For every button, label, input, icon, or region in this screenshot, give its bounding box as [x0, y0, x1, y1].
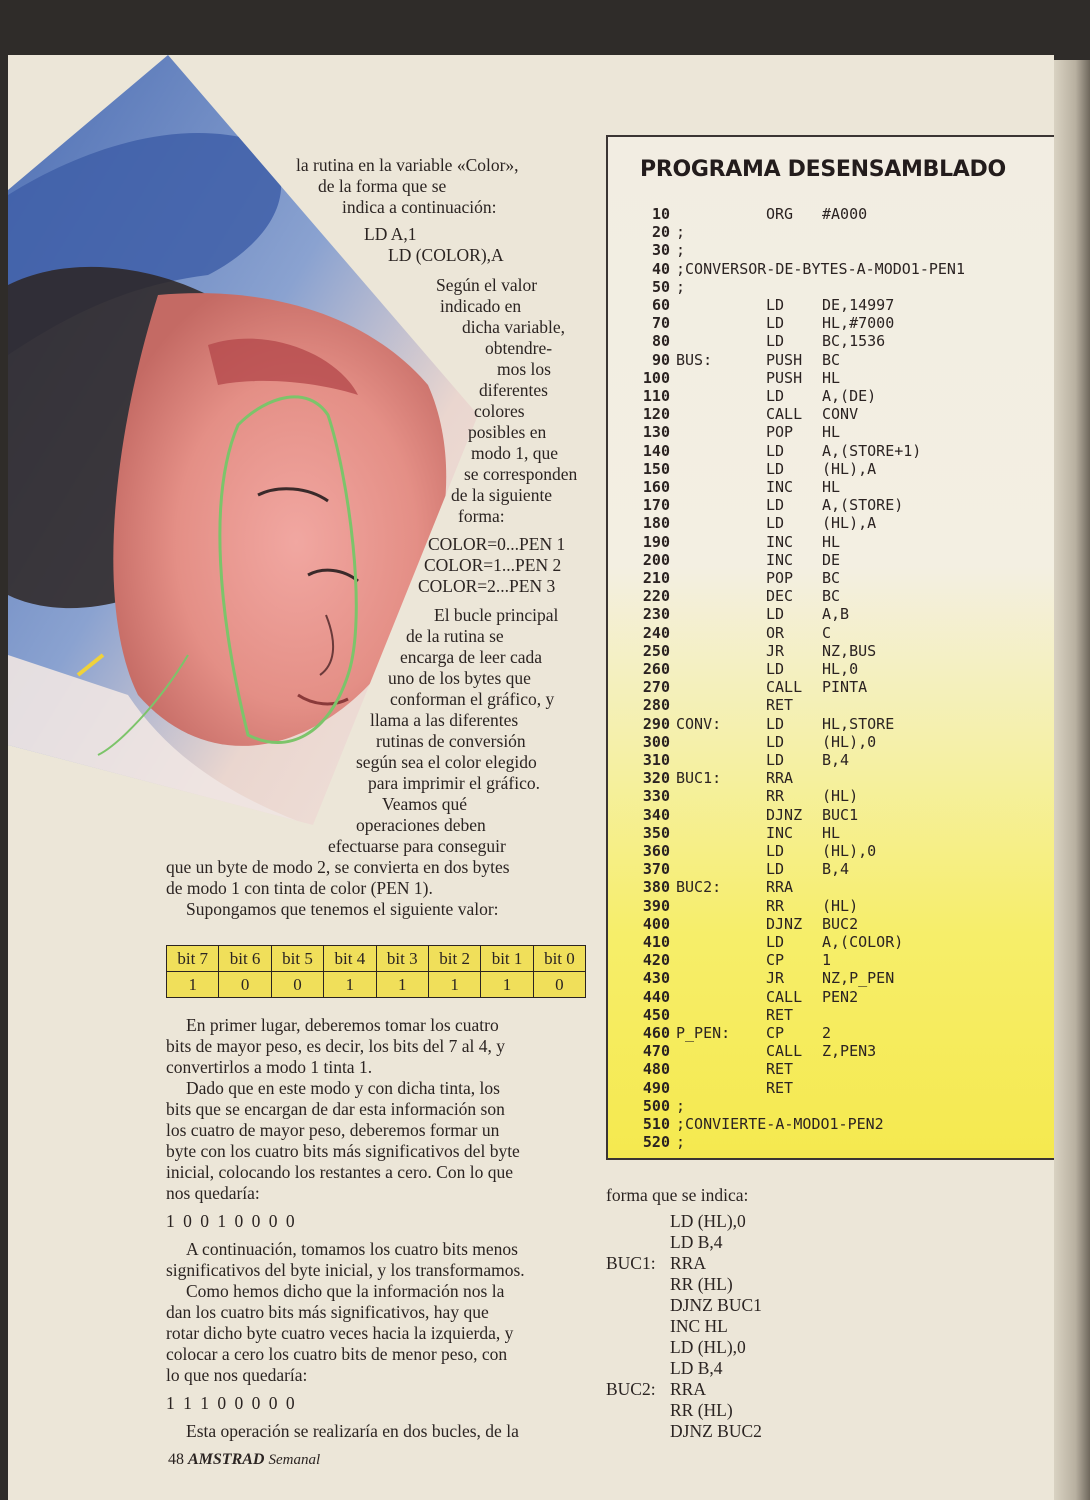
- line-opcode: LD: [766, 514, 785, 533]
- listing-line: [608, 624, 1058, 642]
- line-number: 10: [651, 205, 670, 223]
- right-code-line: LD B,4: [670, 1358, 723, 1378]
- listing-line: [608, 460, 1058, 478]
- listing-line: [608, 569, 1058, 587]
- right-code-label: BUC2:: [606, 1379, 656, 1399]
- listing-line: [608, 405, 1058, 423]
- listing-line: [608, 696, 1058, 714]
- line-opcode: POP: [766, 423, 794, 442]
- para-line: byte con los cuatro bits más significativos del byte: [166, 1141, 520, 1161]
- line-number: 430: [642, 969, 670, 988]
- line-number: 490: [642, 1078, 670, 1097]
- bit-header-cell: bit 7: [167, 946, 219, 972]
- line-number: 80: [651, 332, 670, 351]
- line-opcode: INC: [766, 532, 794, 551]
- loop-line: encarga de leer cada: [400, 647, 542, 667]
- line-number: 280: [642, 696, 670, 715]
- magazine-page: [8, 55, 1054, 1500]
- para-line: bits de mayor peso, es decir, los bits del 7 al 4, y: [166, 1036, 506, 1056]
- listing-line: [608, 1042, 1058, 1060]
- line-operand: HL: [822, 532, 841, 551]
- listing-line: [608, 442, 1058, 460]
- line-opcode: RRA: [766, 769, 794, 788]
- para-line: nos quedaría:: [166, 1183, 260, 1203]
- listing-line: [608, 587, 1058, 605]
- line-opcode: LD: [766, 842, 785, 860]
- line-opcode: PUSH: [766, 350, 803, 369]
- listing-line: [608, 241, 1058, 259]
- line-comment: ;: [676, 1096, 686, 1115]
- para-line: los cuatro de mayor peso, deberemos formar un: [166, 1120, 500, 1140]
- listing-line: [608, 933, 1058, 951]
- listing-line: [608, 715, 1058, 733]
- para-line: Dado que en este modo y con dicha tinta, los: [186, 1078, 500, 1098]
- wrap-line: mos los: [497, 359, 551, 379]
- line-number: 320: [642, 769, 670, 788]
- line-number: 60: [651, 296, 670, 314]
- line-label: BUS:: [676, 350, 713, 369]
- bit-header-cell: bit 3: [376, 946, 428, 972]
- line-opcode: DJNZ: [766, 914, 803, 933]
- line-operand: HL: [822, 368, 841, 387]
- line-number: 90: [651, 350, 670, 369]
- line-opcode: LD: [766, 714, 785, 733]
- line-opcode: LD: [766, 496, 785, 515]
- line-number: 50: [651, 277, 670, 296]
- line-number: 340: [642, 805, 670, 824]
- bit-header-cell: bit 5: [271, 946, 323, 972]
- line-opcode: LD: [766, 933, 785, 951]
- line-operand: (HL),0: [822, 732, 877, 751]
- line-opcode: CALL: [766, 405, 803, 424]
- listing-line: [608, 551, 1058, 569]
- code-line: LD A,1: [364, 224, 417, 244]
- line-number: 480: [642, 1060, 670, 1079]
- line-operand: (HL): [822, 896, 859, 915]
- line-opcode: LD: [766, 332, 785, 351]
- listing-line: [608, 787, 1058, 805]
- line-number: 360: [642, 842, 670, 860]
- line-operand: (HL),A: [822, 459, 877, 478]
- listing-line: [608, 1079, 1058, 1097]
- line-comment: ;: [676, 277, 686, 296]
- line-operand: HL: [822, 823, 841, 842]
- line-operand: BC: [822, 350, 841, 369]
- line-opcode: RR: [766, 787, 785, 806]
- bit-value-cell: 0: [271, 972, 323, 998]
- wrap-line: se corresponden: [464, 464, 578, 484]
- line-opcode: RET: [766, 696, 794, 715]
- line-opcode: RET: [766, 1078, 794, 1097]
- line-number: 350: [642, 823, 670, 842]
- line-opcode: LD: [766, 314, 785, 333]
- line-comment: ;: [676, 223, 686, 242]
- bit-value-cell: 1: [376, 972, 428, 998]
- line-operand: 2: [822, 1024, 832, 1042]
- right-code-line: RR (HL): [670, 1400, 733, 1420]
- listing-line: [608, 733, 1058, 751]
- line-label: P_PEN:: [676, 1024, 731, 1042]
- loop-line: que un byte de modo 2, se convierta en dos bytes: [166, 857, 510, 877]
- listing-line: [608, 1097, 1058, 1115]
- right-code-line: RR (HL): [670, 1274, 733, 1294]
- para-line: significativos del byte inicial, y los transformamos.: [166, 1260, 525, 1280]
- line-number: 20: [651, 223, 670, 242]
- bits-result: 1 1 1 0 0 0 0 0: [166, 1393, 295, 1413]
- wrap-line: Según el valor: [436, 275, 538, 295]
- line-number: 180: [642, 514, 670, 533]
- page-footer: [168, 1451, 320, 1469]
- line-opcode: PUSH: [766, 368, 803, 387]
- line-opcode: LD: [766, 387, 785, 405]
- line-label: BUC2:: [676, 878, 722, 897]
- line-operand: PEN2: [822, 987, 859, 1006]
- line-operand: HL,STORE: [822, 714, 895, 733]
- listing-line: [608, 605, 1058, 623]
- para-line: rotar dicho byte cuatro veces hacia la izquierda, y: [166, 1323, 514, 1343]
- line-number: 450: [642, 1005, 670, 1024]
- line-number: 270: [642, 678, 670, 697]
- line-number: 110: [642, 387, 670, 405]
- line-opcode: CALL: [766, 1042, 803, 1061]
- line-opcode: POP: [766, 569, 794, 587]
- line-opcode: CALL: [766, 987, 803, 1006]
- listing-line: [608, 642, 1058, 660]
- line-number: 70: [651, 314, 670, 333]
- line-opcode: RET: [766, 1060, 794, 1079]
- loop-line: de la rutina se: [406, 626, 504, 646]
- listing-line: [608, 1133, 1058, 1151]
- listing-line: [608, 988, 1058, 1006]
- loop-line: para imprimir el gráfico.: [368, 773, 541, 793]
- line-opcode: LD: [766, 732, 785, 751]
- listing-line: [608, 951, 1058, 969]
- wrap-line: indicado en: [440, 296, 522, 316]
- listing-line: [608, 678, 1058, 696]
- bit-value-cell: 1: [324, 972, 376, 998]
- line-number: 260: [642, 660, 670, 678]
- right-code-line: DJNZ BUC2: [670, 1421, 762, 1441]
- magazine-name: AMSTRAD: [188, 1451, 265, 1468]
- line-number: 30: [651, 241, 670, 260]
- listing-line: [608, 769, 1058, 787]
- listing-line: [608, 533, 1058, 551]
- listing-line: [608, 478, 1058, 496]
- line-operand: DE,14997: [822, 296, 895, 314]
- para-line: Como hemos dicho que la información nos la: [186, 1281, 505, 1301]
- line-opcode: DJNZ: [766, 805, 803, 824]
- line-number: 460: [642, 1024, 670, 1042]
- wrap-line: modo 1, que: [471, 443, 559, 463]
- line-opcode: RRA: [766, 878, 794, 897]
- bit-table: [166, 945, 586, 998]
- line-number: 510: [642, 1115, 670, 1133]
- line-opcode: CP: [766, 951, 785, 970]
- wrap-line: dicha variable,: [462, 317, 566, 337]
- line-comment: ;: [676, 241, 686, 260]
- line-operand: A,(STORE+1): [822, 441, 922, 460]
- line-number: 150: [642, 459, 670, 478]
- loop-line: uno de los bytes que: [388, 668, 531, 688]
- line-comment: ;CONVIERTE-A-MODO1-PEN2: [676, 1115, 884, 1133]
- line-number: 250: [642, 641, 670, 660]
- listing-line: [608, 351, 1058, 369]
- line-operand: 1: [822, 951, 832, 970]
- line-operand: A,B: [822, 605, 850, 624]
- listing-line: [608, 423, 1058, 441]
- line-number: 520: [642, 1133, 670, 1152]
- line-comment: ;: [676, 1133, 686, 1152]
- loop-line: llama a las diferentes: [370, 710, 519, 730]
- line-operand: HL,0: [822, 660, 859, 678]
- bit-table-header-row: [167, 946, 586, 972]
- line-operand: B,4: [822, 751, 850, 769]
- line-number: 190: [642, 532, 670, 551]
- bits-result: 1 0 0 1 0 0 0 0: [166, 1211, 295, 1231]
- listing-line: [608, 824, 1058, 842]
- listing-line: [608, 223, 1058, 241]
- loop-line: El bucle principal: [434, 605, 559, 625]
- line-label: CONV:: [676, 714, 722, 733]
- para-line: lo que nos quedaría:: [166, 1365, 308, 1385]
- listing-line: [608, 314, 1058, 332]
- bit-header-cell: bit 1: [481, 946, 533, 972]
- line-opcode: INC: [766, 823, 794, 842]
- color-map-line: COLOR=2...PEN 3: [418, 576, 556, 596]
- line-operand: DE: [822, 550, 841, 569]
- line-operand: CONV: [822, 405, 859, 424]
- line-opcode: INC: [766, 478, 794, 496]
- right-code-line: RRA: [670, 1253, 706, 1273]
- bit-header-cell: bit 0: [533, 946, 585, 972]
- line-operand: NZ,BUS: [822, 641, 877, 660]
- right-intro: forma que se indica:: [606, 1185, 749, 1205]
- loop-line: conforman el gráfico, y: [390, 689, 555, 709]
- listing-line: [608, 278, 1058, 296]
- bit-value-cell: 0: [219, 972, 271, 998]
- listing-line: [608, 496, 1058, 514]
- line-opcode: DEC: [766, 587, 794, 606]
- line-operand: BC: [822, 569, 841, 587]
- listing-line: [608, 260, 1058, 278]
- line-number: 140: [642, 441, 670, 460]
- line-operand: BC: [822, 587, 841, 606]
- bit-table-value-row: [167, 972, 586, 998]
- listing-line: [608, 969, 1058, 987]
- line-opcode: JR: [766, 641, 785, 660]
- line-number: 310: [642, 751, 670, 769]
- listing-line: [608, 878, 1058, 896]
- line-number: 500: [642, 1096, 670, 1115]
- line-number: 120: [642, 405, 670, 424]
- para-line: Esta operación se realizaría en dos bucles, de la: [186, 1421, 519, 1441]
- line-opcode: RET: [766, 1005, 794, 1024]
- listing-line: [608, 1060, 1058, 1078]
- line-number: 160: [642, 478, 670, 496]
- line-number: 170: [642, 496, 670, 515]
- listing-line: [608, 296, 1058, 314]
- listing-line: [608, 660, 1058, 678]
- line-opcode: INC: [766, 550, 794, 569]
- line-number: 420: [642, 951, 670, 970]
- code-line: LD (COLOR),A: [388, 245, 504, 265]
- wrap-line: colores: [474, 401, 525, 421]
- wrap-line: de la siguiente: [451, 485, 553, 505]
- bit-value-cell: 1: [481, 972, 533, 998]
- line-number: 220: [642, 587, 670, 606]
- page-edge: [1054, 60, 1090, 1500]
- line-number: 230: [642, 605, 670, 624]
- line-number: 410: [642, 933, 670, 951]
- loop-line: efectuarse para conseguir: [328, 836, 506, 856]
- bit-value-cell: 1: [428, 972, 480, 998]
- line-number: 470: [642, 1042, 670, 1061]
- line-opcode: LD: [766, 441, 785, 460]
- listing-box: [606, 135, 1062, 1160]
- line-opcode: LD: [766, 296, 785, 314]
- listing-line: [608, 1024, 1058, 1042]
- line-opcode: ORG: [766, 205, 794, 223]
- line-operand: BUC1: [822, 805, 859, 824]
- para-line: bits que se encargan de dar esta información son: [166, 1099, 505, 1119]
- wrap-line: diferentes: [479, 380, 548, 400]
- line-number: 290: [642, 714, 670, 733]
- line-opcode: CALL: [766, 678, 803, 697]
- listing-title: PROGRAMA DESENSAMBLADO: [640, 157, 1006, 182]
- line-operand: HL,#7000: [822, 314, 895, 333]
- line-number: 380: [642, 878, 670, 897]
- line-number: 210: [642, 569, 670, 587]
- line-operand: (HL): [822, 787, 859, 806]
- line-number: 100: [642, 368, 670, 387]
- listing-line: [608, 332, 1058, 350]
- line-operand: BC,1536: [822, 332, 886, 351]
- bit-value-cell: 1: [167, 972, 219, 998]
- bit-value-cell: 0: [533, 972, 585, 998]
- loop-line: Supongamos que tenemos el siguiente valor:: [186, 899, 499, 919]
- loop-line: de modo 1 con tinta de color (PEN 1).: [166, 878, 433, 898]
- listing-line: [608, 387, 1058, 405]
- bit-header-cell: bit 2: [428, 946, 480, 972]
- para-line: dan los cuatro bits más significativos, hay que: [166, 1302, 489, 1322]
- line-comment: ;CONVERSOR-DE-BYTES-A-MODO1-PEN1: [676, 259, 965, 278]
- line-number: 390: [642, 896, 670, 915]
- listing-line: [608, 751, 1058, 769]
- listing-line: [608, 205, 1058, 223]
- magazine-edition: Semanal: [268, 1452, 321, 1468]
- wrap-line: obtendre-: [485, 338, 553, 358]
- para-line: colocar a cero los cuatro bits de menor peso, con: [166, 1344, 508, 1364]
- line-opcode: LD: [766, 605, 785, 624]
- loop-line: Veamos qué: [382, 794, 468, 814]
- line-operand: PINTA: [822, 678, 868, 697]
- line-opcode: LD: [766, 751, 785, 769]
- listing-line: [608, 860, 1058, 878]
- line-operand: A,(DE): [822, 387, 877, 405]
- intro-line: la rutina en la variable «Color»,: [296, 155, 519, 175]
- listing-line: [608, 915, 1058, 933]
- line-number: 300: [642, 732, 670, 751]
- right-code-line: LD (HL),0: [670, 1211, 746, 1231]
- color-map-line: COLOR=0...PEN 1: [428, 534, 566, 554]
- intro-line: indica a continuación:: [342, 197, 497, 217]
- wrap-line: forma:: [458, 506, 505, 526]
- page-number: 48: [168, 1451, 184, 1468]
- bit-header-cell: bit 4: [324, 946, 376, 972]
- line-number: 40: [651, 259, 670, 278]
- line-operand: C: [822, 623, 832, 642]
- right-code-line: RRA: [670, 1379, 706, 1399]
- line-operand: (HL),A: [822, 514, 877, 533]
- line-operand: (HL),0: [822, 842, 877, 860]
- line-number: 440: [642, 987, 670, 1006]
- right-code-label: BUC1:: [606, 1253, 656, 1273]
- line-operand: HL: [822, 423, 841, 442]
- line-opcode: JR: [766, 969, 785, 988]
- line-operand: A,(STORE): [822, 496, 904, 515]
- line-operand: HL: [822, 478, 841, 496]
- listing-line: [608, 1006, 1058, 1024]
- line-operand: #A000: [822, 205, 868, 223]
- listing-line: [608, 1115, 1058, 1133]
- para-line: A continuación, tomamos los cuatro bits menos: [186, 1239, 518, 1259]
- right-code-line: LD B,4: [670, 1232, 723, 1252]
- line-number: 200: [642, 550, 670, 569]
- line-label: BUC1:: [676, 769, 722, 788]
- line-operand: Z,PEN3: [822, 1042, 877, 1061]
- line-opcode: LD: [766, 660, 785, 678]
- line-number: 370: [642, 860, 670, 879]
- right-code-line: DJNZ BUC1: [670, 1295, 762, 1315]
- listing-line: [608, 514, 1058, 532]
- wrap-line: posibles en: [468, 422, 547, 442]
- loop-line: rutinas de conversión: [376, 731, 526, 751]
- color-map-line: COLOR=1...PEN 2: [424, 555, 562, 575]
- line-number: 130: [642, 423, 670, 442]
- loop-line: operaciones deben: [356, 815, 486, 835]
- line-number: 240: [642, 623, 670, 642]
- line-opcode: LD: [766, 459, 785, 478]
- listing-line: [608, 369, 1058, 387]
- line-opcode: RR: [766, 896, 785, 915]
- para-line: inicial, colocando los restantes a cero. Con lo que: [166, 1162, 513, 1182]
- line-operand: A,(COLOR): [822, 933, 904, 951]
- listing-line: [608, 806, 1058, 824]
- line-number: 400: [642, 914, 670, 933]
- right-code-line: INC HL: [670, 1316, 728, 1336]
- listing-line: [608, 897, 1058, 915]
- para-line: convertirlos a modo 1 tinta 1.: [166, 1057, 373, 1077]
- line-operand: B,4: [822, 860, 850, 879]
- line-opcode: CP: [766, 1024, 785, 1042]
- line-number: 330: [642, 787, 670, 806]
- line-operand: BUC2: [822, 914, 859, 933]
- line-opcode: LD: [766, 860, 785, 879]
- right-code-line: LD (HL),0: [670, 1337, 746, 1357]
- loop-line: según sea el color elegido: [356, 752, 537, 772]
- line-opcode: OR: [766, 623, 785, 642]
- line-operand: NZ,P_PEN: [822, 969, 895, 988]
- bit-header-cell: bit 6: [219, 946, 271, 972]
- para-line: En primer lugar, deberemos tomar los cuatro: [186, 1015, 499, 1035]
- intro-line: de la forma que se: [318, 176, 447, 196]
- listing-line: [608, 842, 1058, 860]
